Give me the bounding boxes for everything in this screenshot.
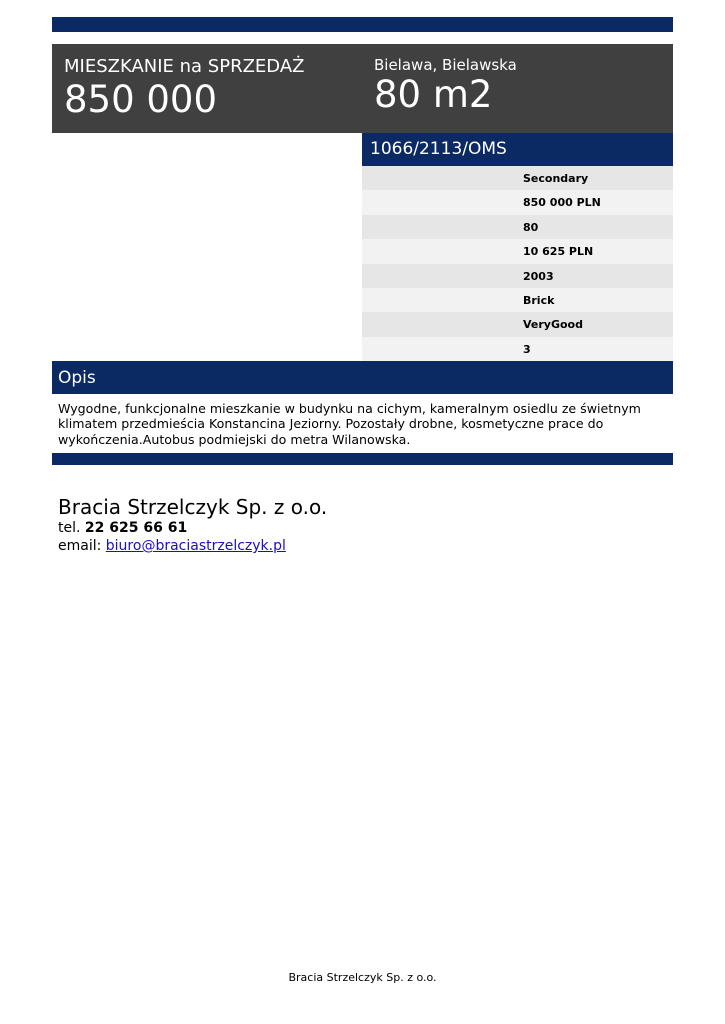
reference-number: 1066/2113/OMS <box>370 139 507 159</box>
phone-label: tel. <box>58 520 81 536</box>
page-footer: Bracia Strzelczyk Sp. z o.o. <box>288 971 437 984</box>
reference-bar <box>362 133 673 166</box>
property-photo-area <box>52 133 362 361</box>
detail-row <box>362 288 673 312</box>
phone-line <box>58 519 327 537</box>
contact-block <box>58 495 327 555</box>
detail-rooms: 3 <box>523 342 531 356</box>
detail-row <box>362 264 673 288</box>
detail-row <box>362 190 673 214</box>
detail-row <box>362 215 673 239</box>
description-heading-bar <box>52 361 673 394</box>
listing-header <box>52 44 673 133</box>
detail-row <box>362 166 673 190</box>
phone-number: 22 625 66 61 <box>84 520 188 536</box>
offer-price: 850 000 <box>64 78 218 121</box>
detail-market: Secondary <box>523 172 589 185</box>
detail-row <box>362 239 673 263</box>
email-link[interactable]: biuro@braciastrzelczyk.pl <box>105 538 286 554</box>
offer-area: 80 m2 <box>374 73 493 116</box>
detail-price: 850 000 PLN <box>523 196 601 210</box>
description-heading: Opis <box>58 368 96 388</box>
email-label: email: <box>58 538 102 554</box>
company-name: Bracia Strzelczyk Sp. z o.o. <box>58 495 328 519</box>
detail-condition: VeryGood <box>523 318 583 332</box>
offer-type: MIESZKANIE na SPRZEDAŻ <box>64 56 305 77</box>
email-line <box>58 537 327 555</box>
detail-row <box>362 312 673 336</box>
header-left <box>64 56 304 120</box>
detail-year: 2003 <box>523 269 554 283</box>
detail-row <box>362 337 673 361</box>
top-accent-bar <box>52 17 673 32</box>
header-right <box>374 56 517 115</box>
description-text: Wygodne, funkcjonalne mieszkanie w budynku na cichym, kameralnym osiedlu ze świetnym klimatem przedmieścia Konstancina Jeziorny. Pozostały drobne, kosmetyczne prace do wykończenia.Autobus podmiejski do metra Wilanowska. <box>58 401 641 447</box>
detail-material: Brick <box>523 293 555 307</box>
detail-area: 80 <box>523 220 539 234</box>
detail-price-per-m2: 10 625 PLN <box>523 245 594 259</box>
details-table <box>362 166 673 361</box>
offer-location: Bielawa, Bielawska <box>374 56 517 74</box>
bottom-accent-bar <box>52 453 673 465</box>
